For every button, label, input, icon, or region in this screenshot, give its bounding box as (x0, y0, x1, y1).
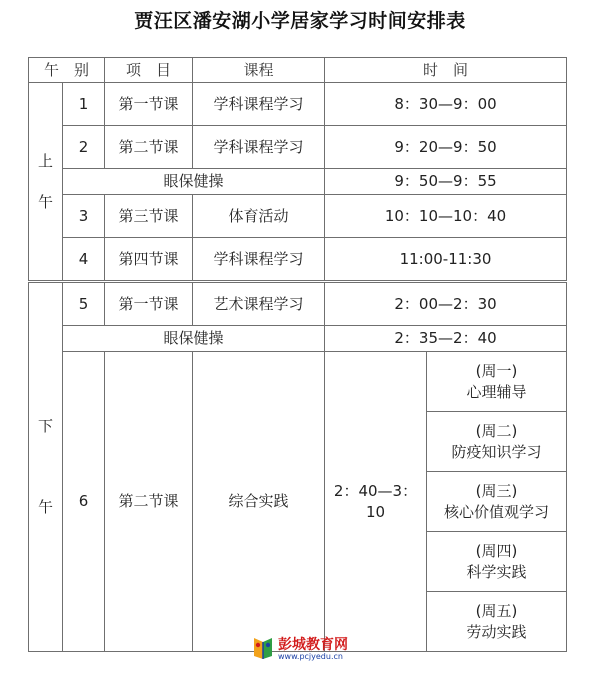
row-course: 综合实践 (193, 352, 325, 652)
header-time: 时 间 (325, 58, 567, 83)
weekday-cell (427, 412, 567, 472)
weekday-cell (427, 532, 567, 592)
row-time: 11:00-11:30 (325, 238, 567, 282)
weekday-activity: 防疫知识学习 (451, 442, 542, 461)
table-row (29, 195, 567, 238)
row-number: 2 (63, 126, 105, 169)
header-course: 课程 (193, 58, 325, 83)
watermark (252, 634, 372, 668)
row-time: 8：30—9：00 (325, 83, 567, 126)
eye-exercise-label: 眼保健操 (63, 326, 325, 352)
row-course: 艺术课程学习 (193, 282, 325, 326)
row-item: 第四节课 (105, 238, 193, 282)
row-time: 2：35—2：40 (325, 326, 567, 352)
row-item: 第二节课 (105, 126, 193, 169)
eye-exercise-label: 眼保健操 (63, 169, 325, 195)
weekday-label: (周一) (475, 362, 518, 381)
weekday-cell (427, 592, 567, 652)
row-number: 5 (63, 282, 105, 326)
row-time: 9：20—9：50 (325, 126, 567, 169)
header-row (29, 58, 567, 83)
weekday-label: (周二) (475, 422, 518, 441)
table-row (29, 169, 567, 195)
row-number: 3 (63, 195, 105, 238)
row-number: 4 (63, 238, 105, 282)
header-period: 午 别 (29, 58, 105, 83)
table-row (29, 326, 567, 352)
book-logo-icon (252, 636, 274, 660)
weekday-cell (427, 352, 567, 412)
weekday-activity: 科学实践 (466, 562, 527, 581)
weekday-cell (427, 472, 567, 532)
weekday-activity: 心理辅导 (466, 382, 527, 401)
table-row (29, 352, 567, 412)
row-time: 2：00—2：30 (325, 282, 567, 326)
session-afternoon: 下 午 (29, 282, 63, 652)
row-item: 第一节课 (105, 83, 193, 126)
table-row (29, 238, 567, 282)
row-item: 第二节课 (105, 352, 193, 652)
row-item: 第三节课 (105, 195, 193, 238)
watermark-name: 彭城教育网 (278, 637, 348, 653)
page-title: 贾汪区潘安湖小学居家学习时间安排表 (134, 10, 466, 32)
row-number: 6 (63, 352, 105, 652)
table-row (29, 126, 567, 169)
row-item: 第一节课 (105, 282, 193, 326)
session-morning: 上 午 (29, 83, 63, 282)
row-course: 学科课程学习 (193, 126, 325, 169)
weekday-activity: 核心价值观学习 (444, 502, 550, 521)
row-course: 学科课程学习 (193, 238, 325, 282)
header-item: 项 目 (105, 58, 193, 83)
table-row (29, 83, 567, 126)
row-time: 9：50—9：55 (325, 169, 567, 195)
weekday-activity: 劳动实践 (466, 622, 527, 641)
row-course: 体育活动 (193, 195, 325, 238)
weekday-label: (周五) (475, 602, 518, 621)
row-time: 10：10—10：40 (325, 195, 567, 238)
weekday-label: (周四) (475, 542, 518, 561)
watermark-url: www.pcjyedu.cn (278, 652, 343, 661)
schedule-table (28, 57, 567, 652)
row-number: 1 (63, 83, 105, 126)
weekday-label: (周三) (475, 482, 518, 501)
row-time: 2：40—3： 10 (325, 352, 427, 652)
row-course: 学科课程学习 (193, 83, 325, 126)
table-row (29, 282, 567, 326)
